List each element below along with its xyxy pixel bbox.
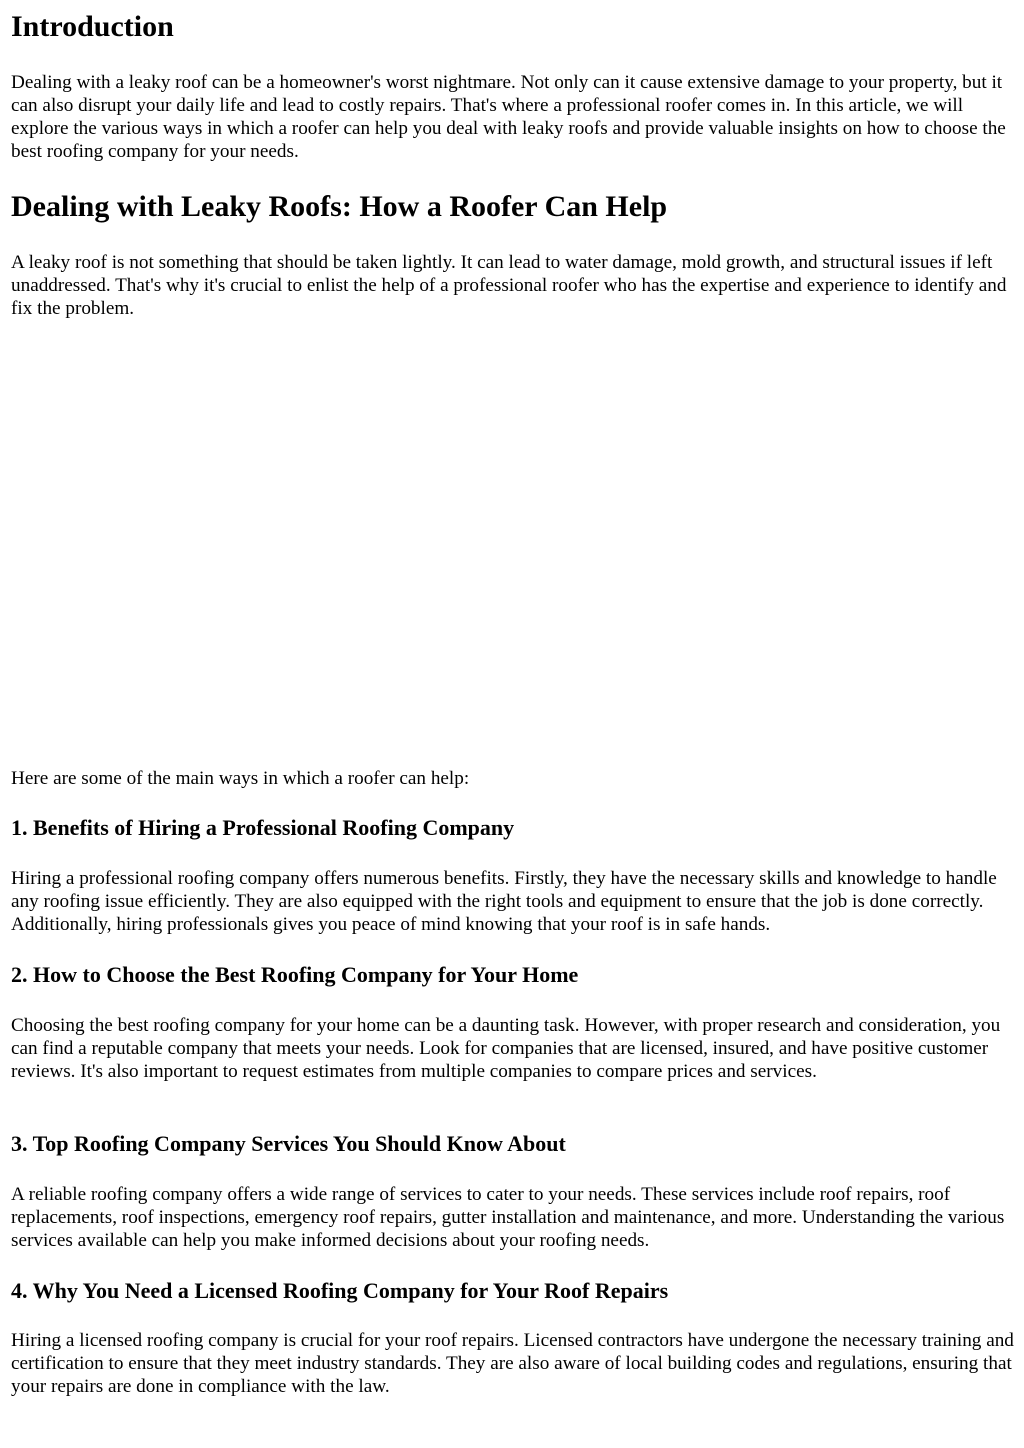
subheading-licensed-company: 4. Why You Need a Licensed Roofing Company for Your Roof Repairs <box>11 1278 669 1303</box>
subheading-benefits: 1. Benefits of Hiring a Professional Roofing Company <box>11 815 515 840</box>
intro-paragraph: Dealing with a leaky roof can be a homeowner's worst nightmare. Not only can it cause extensive damage to your property, but it can also disrupt your daily life and lead to costly repairs. That's where a professional roofer comes in. In this article, we will explore the various ways in which a roofer can help you deal with leaky roofs and provide valuable insights on how to choose the best roofing company for your needs. <box>11 72 1006 162</box>
licensed-company-paragraph: Hiring a licensed roofing company is crucial for your roof repairs. Licensed contractors have undergone the necessary training and certification to ensure that they meet industry standards. They are also aware of local building codes and regulations, ensuring that your repairs are done in compliance with the law. <box>11 1330 1014 1397</box>
benefits-paragraph: Hiring a professional roofing company offers numerous benefits. Firstly, they have the necessary skills and knowledge to handle any roofing issue efficiently. They are also equipped with the right tools and equipment to ensure that the job is done correctly. Additionally, hiring professionals gives you peace of mind knowing that your roof is in safe hands. <box>11 868 997 935</box>
services-paragraph: A reliable roofing company offers a wide range of services to cater to your needs. These services include roof repairs, roof replacements, roof inspections, emergency roof repairs, gutter installation and maintenance, and more. Understanding the various services available can help you make informed decisions about your roofing needs. <box>11 1184 1005 1251</box>
leaky-roofs-paragraph: A leaky roof is not something that should be taken lightly. It can lead to water damage, mold growth, and structural issues if left unaddressed. That's why it's crucial to enlist the help of a professional roofer who has the expertise and experience to identify and fix the problem. <box>11 252 1007 319</box>
subheading-services: 3. Top Roofing Company Services You Should Know About <box>11 1131 566 1156</box>
ways-intro-paragraph: Here are some of the main ways in which a roofer can help: <box>11 768 470 789</box>
subheading-choose-company: 2. How to Choose the Best Roofing Company for Your Home <box>11 962 579 987</box>
embedded-media-placeholder <box>11 332 1013 752</box>
page-title: Introduction <box>11 10 174 43</box>
choose-company-paragraph: Choosing the best roofing company for your home can be a daunting task. However, with proper research and consideration, you can find a reputable company that meets your needs. Look for companies that are licensed, insured, and have positive customer reviews. It's also important to request estimates from multiple companies to compare prices and services. <box>11 1015 1001 1082</box>
section-title-leaky-roofs: Dealing with Leaky Roofs: How a Roofer Can Help <box>11 190 668 223</box>
